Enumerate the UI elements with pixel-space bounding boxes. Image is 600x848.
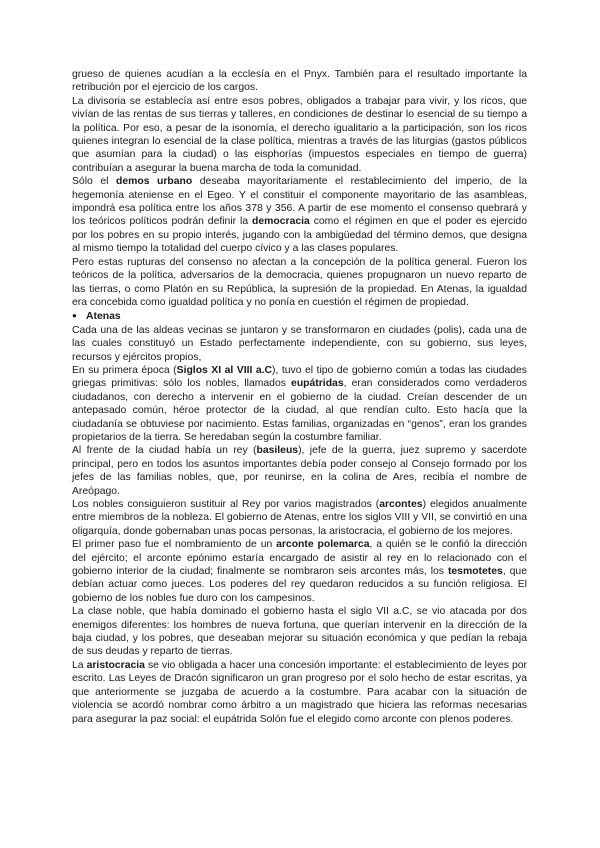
body-paragraph	[72, 364, 527, 444]
text-run: como el régimen en que el poder es ejercido por los pobres en su propio interés, jugando con la ambigüedad del término demos, que designa al mismo tiempo la totalidad del cuerpo cívico y a las clases populares.	[72, 216, 527, 255]
bold-term: tesmotetes	[447, 566, 503, 578]
section-heading	[72, 309, 527, 323]
text-run: deseaba mayoritariamente el restablecimiento del imperio, de la hegemonía ateniense en el Egeo. Y el constituir el componente mayoritario de las asambleas, impondrá esa política entre los años 378 y 356. A partir de ese momento el consenso quebrará y los teóricos políticos podrán definir la	[72, 176, 527, 228]
text-run: , a quién se le confió la dirección del ejército; el arconte epónimo estaría encargado de asistir al rey en lo relacionado con el gobierno interior de la ciudad; finalmente se nombraron seis arcontes más, los	[72, 539, 528, 578]
bold-term: democracia	[252, 216, 310, 228]
text-run: ) elegidos anualmente entre miembros de la nobleza. El gobierno de Atenas, entre los siglos VIII y VII, se convirtió en una oligarquía, donde gobernaban unas pocas personas, la aristocracia, el gobierno de los mejores.	[72, 499, 527, 537]
text-run: La	[72, 659, 87, 671]
body-paragraph	[72, 324, 527, 364]
bold-term: basileus	[256, 445, 299, 457]
text-run: Los nobles consiguieron sustituir al Rey por varios magistrados (	[72, 499, 380, 510]
text-run: , que debían actuar como jueces. Los poderes del rey quedaron reducidos a su función religiosa. El gobierno de los nobles fue duro con los campesinos.	[72, 566, 527, 604]
text-run: Cada una de las aldeas vecinas se juntaron y se transformaron en ciudades (polis), cada una de las cuales constituyó un Estado perfectamente independiente, con su gobierno, sus leyes, recursos y ejércitos propios,	[72, 324, 527, 363]
bold-term: demos urbano	[115, 176, 193, 188]
text-run: Al frente de la ciudad había un rey (	[72, 445, 257, 457]
text-run: grueso de quienes acudían a la ecclesía en el Pnyx. También para el resultado importante la retribución por el ejercicio de los cargos.	[72, 69, 527, 94]
text-run: Pero estas rupturas del consenso no afectan a la concepción de la política general. Fueron los teóricos de la política, adversarios de la democracia, quienes propugnaron un nuevo reparto de las tierras, o como Platón en su República, la supresión de la propiedad. En Atenas, la igualdad era concebida como igualdad política y no ponía en cuestión el régimen de propiedad.	[72, 256, 527, 308]
text-run: El primer paso fue el nombramiento de un	[72, 539, 277, 551]
text-run: La clase noble, que había dominado el gobierno hasta el siglo VII a.C, se vio atacada por dos enemigos diferentes: los hombres de nueva fortuna, que querían intervenir en la dirección de la baja ciudad, y los pobres, que deseaban mejorar su situación económica y que pedían la rebaja de sus deudas y reparto de tierras.	[72, 606, 527, 658]
body-paragraph	[72, 605, 527, 659]
text-run: ), jefe de la guerra, juez supremo y sacerdote principal, pero en todos los asuntos importantes debía poder consejo al Consejo formado por los jefes de las familias nobles, que, por reunirse, en la colina de Ares, recibía el nombre de Areópago.	[72, 445, 528, 497]
bold-term: Siglos XI al VIII a.C	[176, 364, 273, 376]
text-run: , eran considerados como verdaderos ciudadanos, con derecho a intervenir en el gobierno de la ciudad. Creían descender de un antepasado común, héroe protector de la ciudad, al que rendían culto. Esto hacía que la ciudadanía se obtuviese por nacimiento. Estas familias, organizadas en “genos”, eran los grandes propietarios de la tierra. Se heredaban según la costumbre familiar.	[72, 378, 527, 443]
body-paragraph	[72, 256, 527, 310]
text-run: La divisoria se establecía así entre esos pobres, obligados a trabajar para vivir, y los ricos, que vivían de las rentas de sus tierras y talleres, en condiciones de destinar lo esencial de su tiempo a la política. Por eso, a pesar de la isonomía, el derecho igualitario a la participación, son los ricos quienes integran lo esencial de la clase política, mientras a través de las liturgias (gastos públicos que asumían para la ciudad) o las eisphorías (impuestos especiales en tiempo de guerra) contribuían a asegurar la buena marcha de toda la comunidad.	[72, 95, 527, 174]
body-paragraph	[72, 444, 527, 498]
text-run: En su primera época (	[72, 364, 177, 376]
body-paragraph	[72, 175, 527, 255]
body-paragraph	[72, 538, 527, 605]
bold-term: Atenas	[86, 311, 121, 323]
text-run: Sólo el	[72, 176, 116, 188]
body-paragraph	[72, 659, 527, 726]
bold-term: arconte polemarca	[276, 539, 370, 551]
bold-term: arcontes	[379, 499, 423, 510]
bold-term: eupátridas	[291, 378, 344, 390]
document-page	[72, 68, 527, 726]
text-run: se vio obligada a hacer una concesión importante: el establecimiento de leyes por escrito. Las Leyes de Dracón significaron un gran progreso por el solo hecho de estar escritas, ya que anteriormente se juzgaba de acuerdo a la costumbre. Para acabar con la situación de violencia se acordó nombrar como árbitro a un magistrado que hiciera las reformas necesarias para asegurar la paz social: el eupátrida Solón fue el elegido como arconte con plenos poderes.	[72, 659, 527, 725]
bold-term: aristocracia	[86, 659, 145, 671]
text-run: ), tuvo el tipo de gobierno común a todas las ciudades griegas primitivas: sólo los nobles, llamados	[72, 364, 527, 390]
body-paragraph	[72, 68, 527, 95]
bullet-icon: ●	[72, 311, 77, 321]
body-paragraph	[72, 95, 527, 175]
body-paragraph	[72, 498, 527, 538]
